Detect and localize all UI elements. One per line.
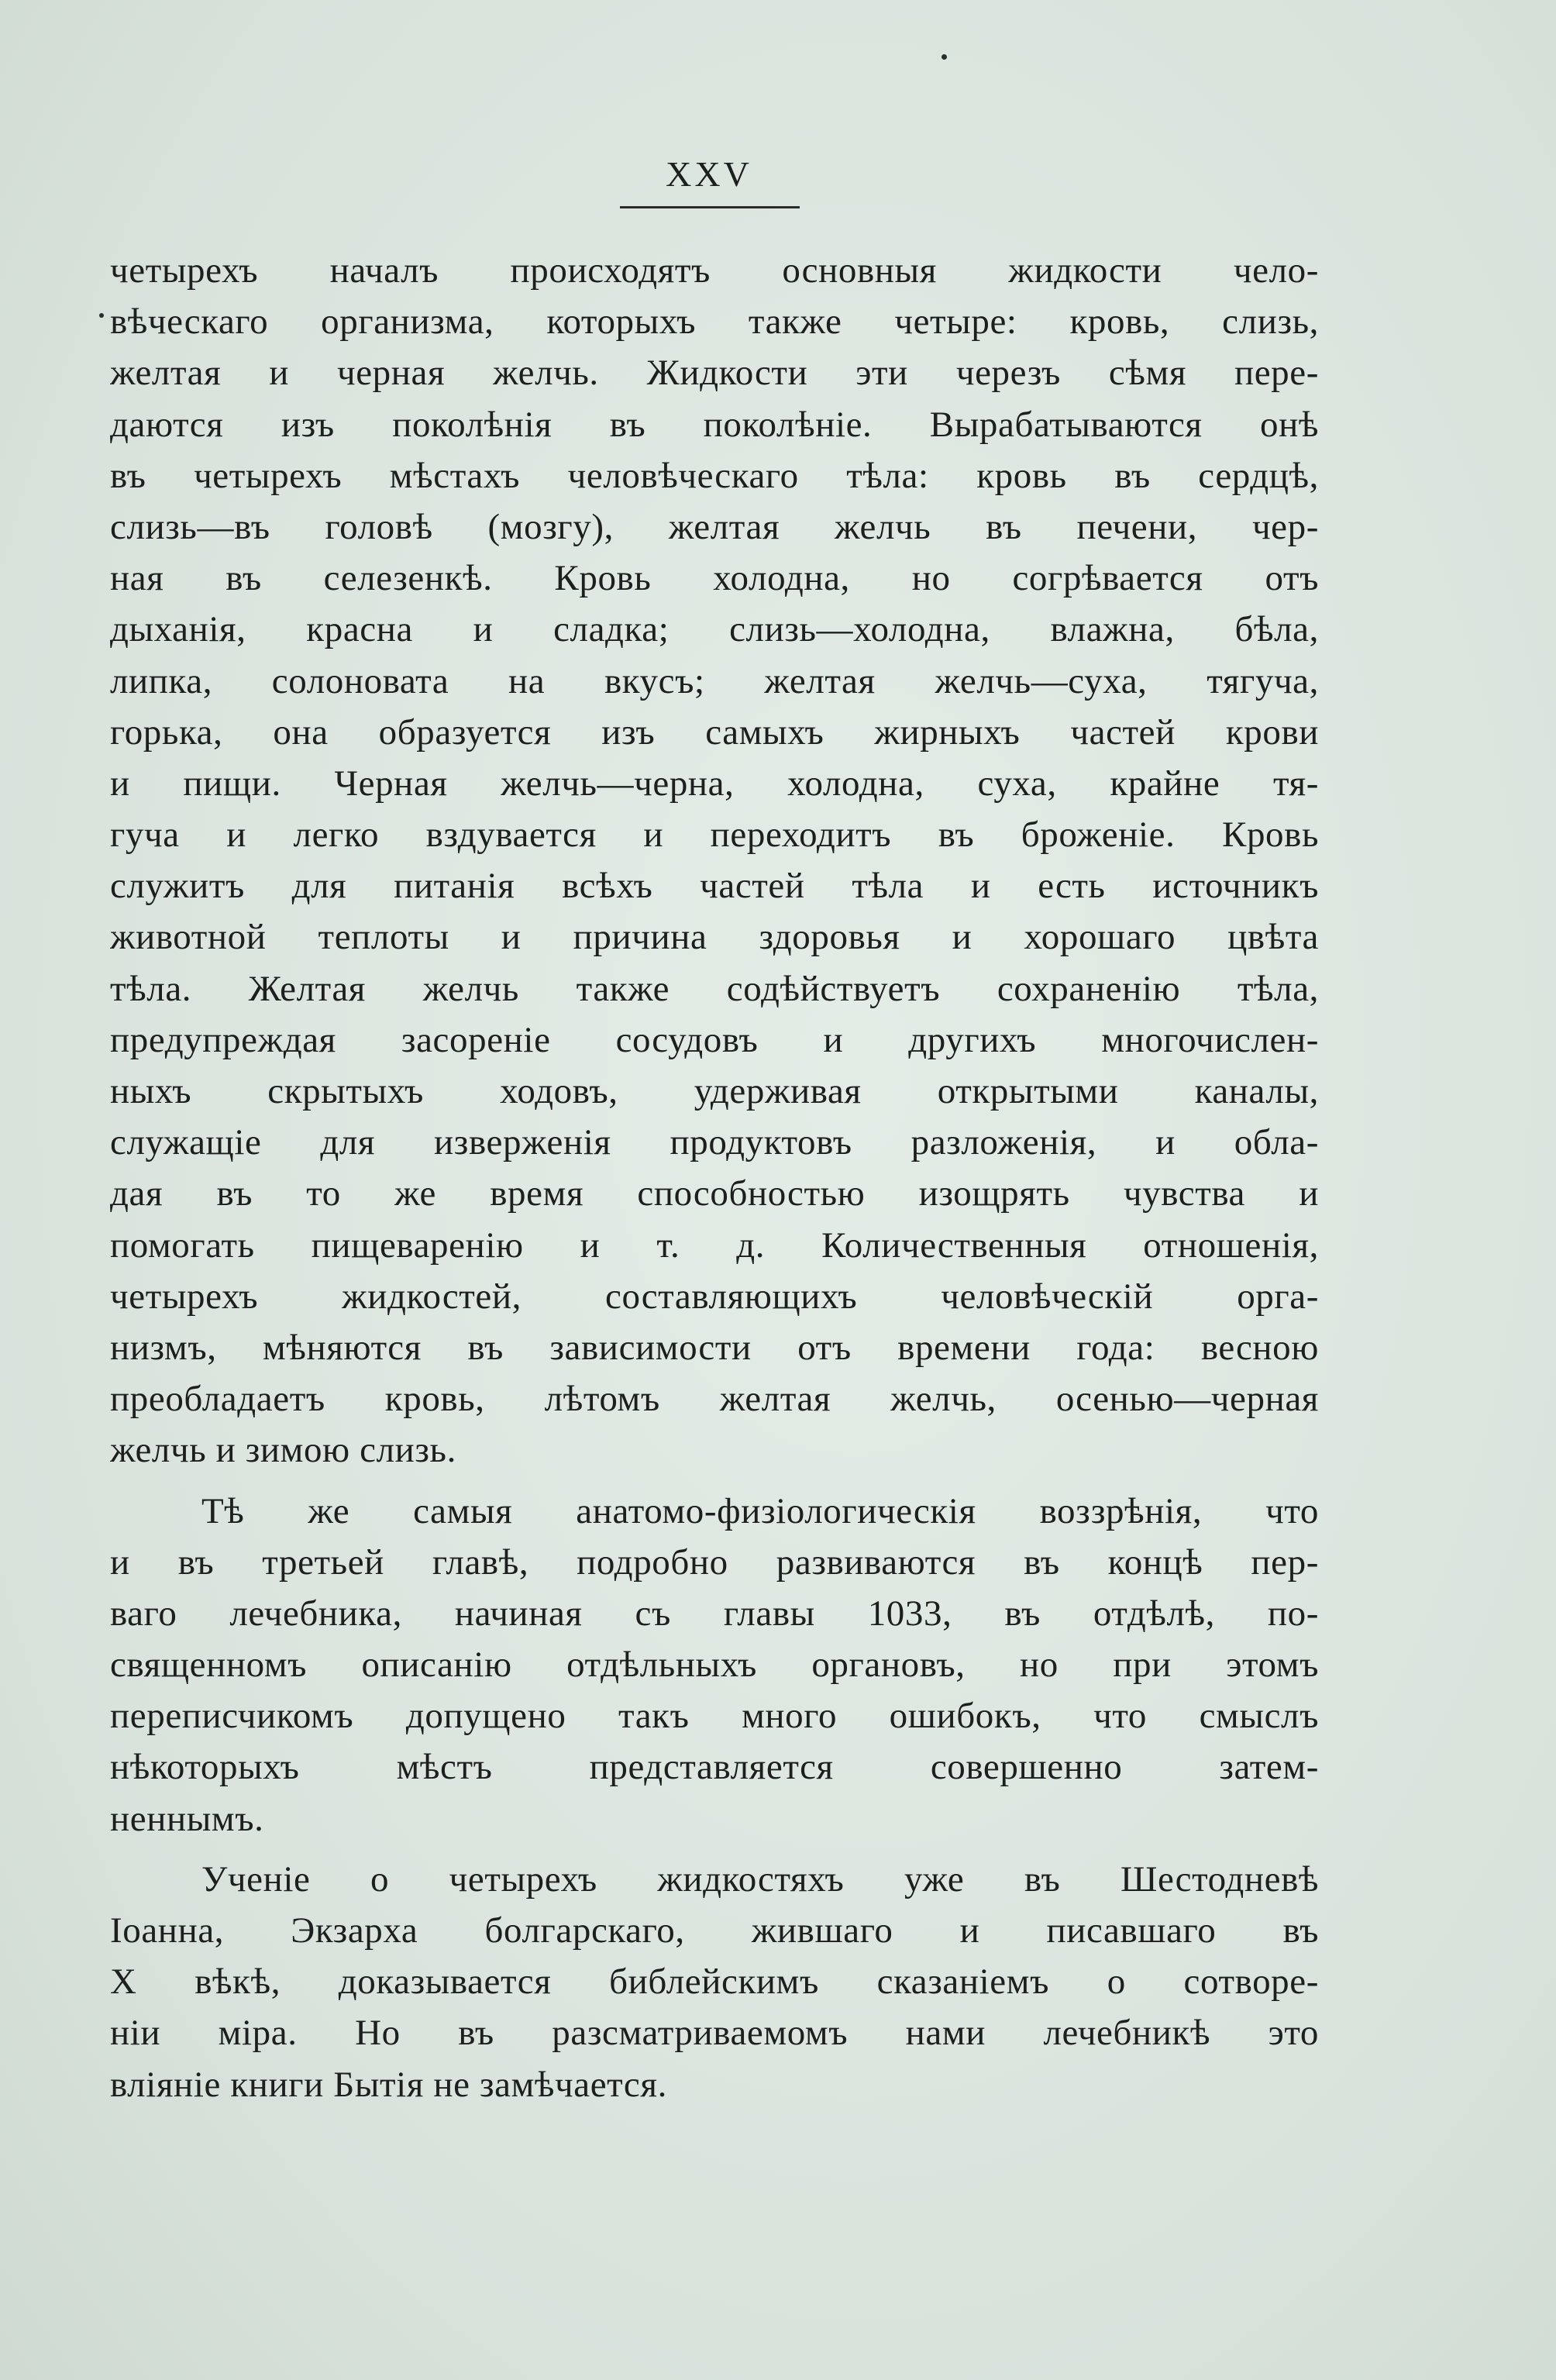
text-line: нѣкоторыхъ мѣстъ представляется совершенно затем- <box>110 1747 1319 1788</box>
text-line: вѣческаго организма, которыхъ также четыре: кровь, слизь, <box>110 301 1319 343</box>
text-line: слизь—въ головѣ (мозгу), желтая желчь въ печени, чер- <box>110 506 1319 547</box>
text-line: служитъ для питанія всѣхъ частей тѣла и есть источникъ <box>110 866 1319 907</box>
ink-speck <box>99 313 104 318</box>
text-line: четырехъ началъ происходятъ основныя жидкости чело- <box>110 250 1319 291</box>
text-line: ніи міра. Но въ разсматриваемомъ нами лечебникѣ это <box>110 2013 1319 2054</box>
text-line: Тѣ же самыя анатомо-физіологическія воззрѣнія, что <box>201 1490 1319 1531</box>
header-rule <box>620 206 800 208</box>
paragraph-3 <box>110 1854 1319 2110</box>
paragraph-2 <box>110 1486 1319 1844</box>
text-line: желтая и черная желчь. Жидкости эти черезъ сѣмя пере- <box>110 353 1319 394</box>
text-line: гуча и легко вздувается и переходитъ въ броженіе. Кровь <box>110 815 1319 856</box>
text-line: дыханія, красна и сладка; слизь—холодна, влажна, бѣла, <box>110 609 1319 650</box>
text-line: ваго лечебника, начиная съ главы 1033, въ отдѣлѣ, по- <box>110 1593 1319 1634</box>
ink-speck <box>942 54 947 60</box>
body-text <box>110 245 1319 2110</box>
text-line: въ четырехъ мѣстахъ человѣческаго тѣла: кровь въ сердцѣ, <box>110 455 1319 496</box>
text-line: дая въ то же время способностью изощрять чувства и <box>110 1173 1319 1214</box>
text-line: неннымъ. <box>110 1798 264 1839</box>
text-line: предупреждая засореніе сосудовъ и другихъ многочислен- <box>110 1019 1319 1060</box>
text-line: тѣла. Желтая желчь также содѣйствуетъ сохраненію тѣла, <box>110 968 1319 1009</box>
text-line: преобладаетъ кровь, лѣтомъ желтая желчь, осенью—черная <box>110 1379 1319 1420</box>
text-line: Ученіе о четырехъ жидкостяхъ уже въ Шестодневѣ <box>201 1858 1319 1900</box>
text-line: ныхъ скрытыхъ ходовъ, удерживая открытыми каналы, <box>110 1071 1319 1111</box>
text-line: и пищи. Черная желчь—черна, холодна, суха, крайне тя- <box>110 763 1319 804</box>
text-line: помогать пищеваренію и т. д. Количественныя отношенія, <box>110 1224 1319 1266</box>
text-line: и въ третьей главѣ, подробно развиваются въ концѣ пер- <box>110 1541 1319 1583</box>
text-line: вліяніе книги Бытія не замѣчается. <box>110 2064 667 2105</box>
text-line: горька, она образуется изъ самыхъ жирныхъ частей крови <box>110 711 1319 753</box>
page-number-header: XXV <box>666 154 752 194</box>
text-line: четырехъ жидкостей, составляющихъ человѣческій орга- <box>110 1276 1319 1317</box>
text-line: священномъ описанію отдѣльныхъ органовъ, но при этомъ <box>110 1645 1319 1686</box>
text-line: низмъ, мѣняются въ зависимости отъ времени года: весною <box>110 1327 1319 1368</box>
paragraph-1 <box>110 245 1319 1476</box>
text-line: Іоанна, Экзарха болгарскаго, жившаго и писавшаго въ <box>110 1910 1319 1951</box>
text-line: ная въ селезенкѣ. Кровь холодна, но согрѣвается отъ <box>110 558 1319 599</box>
text-line: переписчикомъ допущено такъ много ошибокъ, что смыслъ <box>110 1696 1319 1737</box>
text-line: липка, солоновата на вкусъ; желтая желчь—суха, тягуча, <box>110 660 1319 701</box>
text-line: даются изъ поколѣнія въ поколѣніе. Вырабатываются онѣ <box>110 404 1319 445</box>
text-line: X вѣкѣ, доказывается библейскимъ сказаніемъ о сотворе- <box>110 1962 1319 2003</box>
text-line: желчь и зимою слизь. <box>110 1430 456 1471</box>
text-line: служащіе для изверженія продуктовъ разложенія, и обла- <box>110 1122 1319 1163</box>
text-line: животной теплоты и причина здоровья и хорошаго цвѣта <box>110 917 1319 958</box>
